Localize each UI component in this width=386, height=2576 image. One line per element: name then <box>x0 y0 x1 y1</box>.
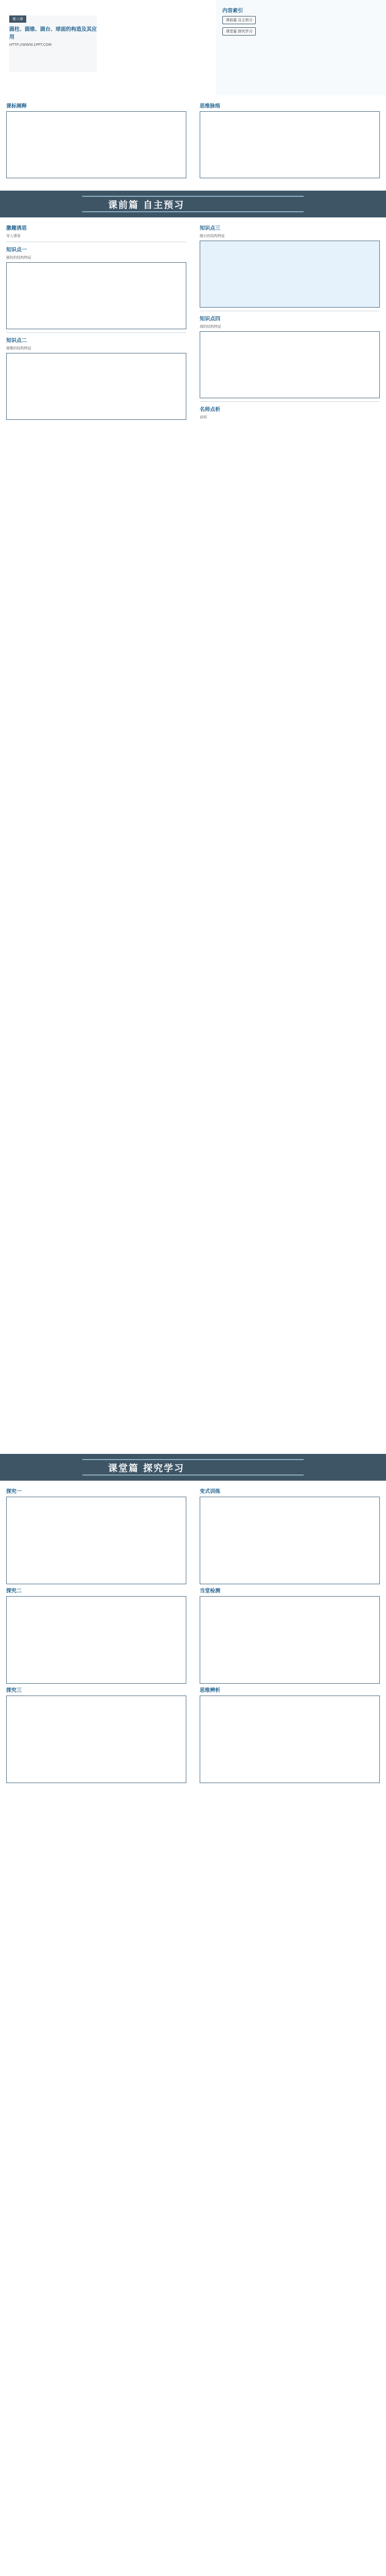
explore-box-1 <box>6 1497 186 1584</box>
preview-heading-6: 名师点析 <box>200 407 220 413</box>
menu-item-explore[interactable]: 课堂篇 探究学习 <box>222 27 256 36</box>
explore-band <box>0 1454 386 1481</box>
band-line-bottom-2 <box>82 1475 304 1476</box>
cover-title: 圆柱、圆锥、圆台、球面的构造及其应用 <box>9 27 97 40</box>
menu-panel <box>216 0 386 95</box>
preview-note-5: 球的结构特征 <box>200 325 221 329</box>
cover-block <box>9 15 97 72</box>
preview-box-1 <box>6 262 186 329</box>
cover-slide <box>0 0 386 96</box>
preview-heading-4: 知识点三 <box>200 226 220 231</box>
menu-item-preview[interactable]: 课前篇 自主预习 <box>222 16 256 24</box>
mindmap-title: 思维脉络 <box>200 104 220 109</box>
preview-note-2: 圆柱的结构特征 <box>6 256 31 260</box>
explore-box-4 <box>200 1497 380 1584</box>
menu-title: 内容索引 <box>222 8 243 14</box>
preview-note-3: 圆锥的结构特征 <box>6 346 31 350</box>
preview-band <box>0 191 386 217</box>
preview-heading-5: 知识点四 <box>200 316 220 322</box>
explore-box-3 <box>6 1696 186 1783</box>
objectives-title: 课标阐释 <box>6 104 27 109</box>
preview-note-4: 圆台的结构特征 <box>200 234 225 238</box>
preview-note-1: 导入情景 <box>6 234 21 238</box>
preview-box-2 <box>6 353 186 420</box>
explore-slides <box>0 1481 386 2576</box>
preview-band-label: 课前篇 自主预习 <box>108 200 185 211</box>
explore-item-3: 探究三 <box>6 1688 22 1693</box>
preview-box-4 <box>200 331 380 398</box>
explore-item-6: 思维辨析 <box>200 1688 220 1693</box>
band-line-top <box>82 196 304 197</box>
preview-note-6: 说明 <box>200 415 207 419</box>
band-line-top-2 <box>82 1459 304 1460</box>
cover-url[interactable]: HTTP://WWW.1PPT.COM <box>9 43 52 47</box>
explore-box-5 <box>200 1596 380 1684</box>
explore-item-2: 探究二 <box>6 1588 22 1594</box>
objectives-box <box>6 111 186 178</box>
explore-band-label: 课堂篇 探究学习 <box>108 1463 185 1474</box>
preview-heading-2: 知识点一 <box>6 247 27 253</box>
preview-slides <box>0 217 386 1454</box>
chapter-tag: 第八章 <box>9 15 26 23</box>
explore-item-1: 探究一 <box>6 1489 22 1495</box>
explore-item-4: 变式训练 <box>200 1489 220 1495</box>
preview-box-3 <box>200 241 380 308</box>
explore-item-5: 当堂检测 <box>200 1588 220 1594</box>
objectives-slide <box>0 95 386 191</box>
explore-box-2 <box>6 1596 186 1684</box>
band-line-bottom <box>82 211 304 212</box>
preview-heading-3: 知识点二 <box>6 338 27 344</box>
explore-box-6 <box>200 1696 380 1783</box>
mindmap-box <box>200 111 380 178</box>
preview-heading-1: 激趣诱思 <box>6 226 27 231</box>
